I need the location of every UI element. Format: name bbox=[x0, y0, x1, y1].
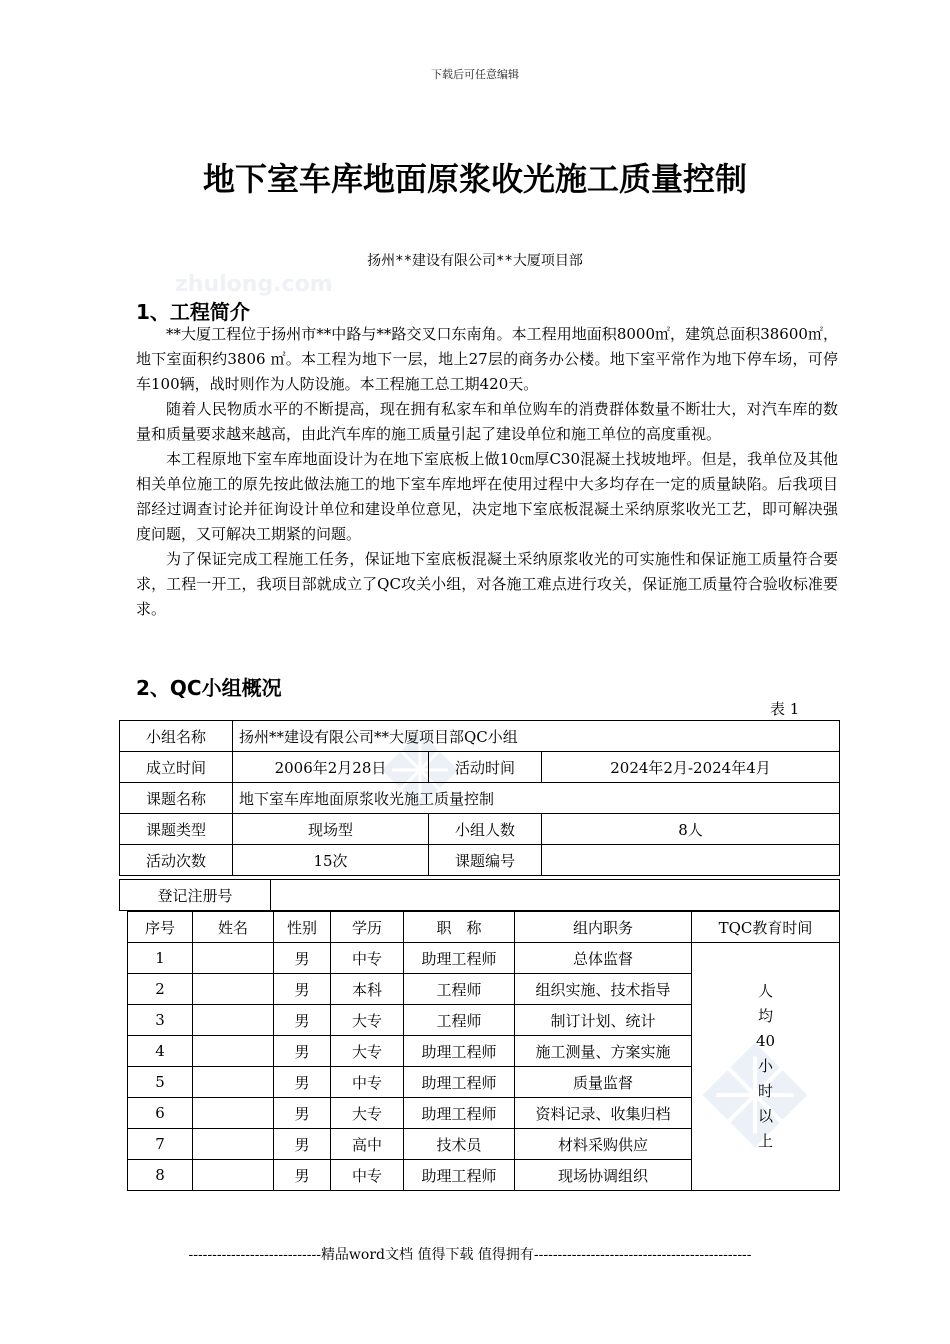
table-row bbox=[120, 814, 840, 845]
column-header: TQC教育时间 bbox=[692, 912, 840, 943]
tqc-char: 以 bbox=[757, 1107, 773, 1125]
table-row bbox=[120, 752, 840, 783]
column-header: 职 称 bbox=[404, 912, 515, 943]
table-cell: 男 bbox=[274, 1098, 331, 1129]
table-label-cell: 登记注册号 bbox=[120, 880, 271, 911]
member-table bbox=[127, 911, 840, 1191]
table-cell: 资料记录、收集归档 bbox=[515, 1098, 692, 1129]
section1-heading: 1、工程简介 bbox=[136, 300, 250, 324]
table-cell: 工程师 bbox=[404, 1005, 515, 1036]
watermark-text: zhulong.com bbox=[175, 272, 333, 297]
tqc-char: 40 bbox=[755, 1032, 776, 1050]
table-cell bbox=[193, 1129, 274, 1160]
table-label-cell: 成立时间 bbox=[120, 752, 233, 783]
table-cell: 制订计划、统计 bbox=[515, 1005, 692, 1036]
table-cell: 男 bbox=[274, 974, 331, 1005]
table-cell: 2006年2月28日 bbox=[233, 752, 429, 783]
tqc-char: 小 bbox=[757, 1057, 773, 1075]
table-label-cell: 课题类型 bbox=[120, 814, 233, 845]
table-row bbox=[120, 880, 840, 911]
table-header-row bbox=[128, 912, 840, 943]
table-cell: 本科 bbox=[331, 974, 404, 1005]
column-header: 姓名 bbox=[193, 912, 274, 943]
table-cell: 现场型 bbox=[233, 814, 429, 845]
table-cell bbox=[542, 845, 840, 876]
table-row bbox=[120, 845, 840, 876]
table-cell: 6 bbox=[128, 1098, 193, 1129]
page-title: 地下室车库地面原浆收光施工质量控制 bbox=[202, 160, 747, 198]
table-row bbox=[120, 783, 840, 814]
table-cell: 大专 bbox=[331, 1098, 404, 1129]
qc-group-info-table bbox=[119, 720, 840, 876]
table-cell: 中专 bbox=[331, 943, 404, 974]
table-label-cell: 活动次数 bbox=[120, 845, 233, 876]
table-cell: 助理工程师 bbox=[404, 943, 515, 974]
table-cell: 高中 bbox=[331, 1129, 404, 1160]
paragraph: 随着人民物质水平的不断提高，现在拥有私家车和单位购车的消费群体数量不断壮大，对汽车库的数量和质量要求越来越高，由此汽车库的施工质量引起了建设单位和施工单位的高度重视。 bbox=[136, 400, 838, 443]
table-label-cell: 小组人数 bbox=[429, 814, 542, 845]
section2-heading: 2、QC小组概况 bbox=[136, 676, 282, 700]
table-cell: 现场协调组织 bbox=[515, 1160, 692, 1191]
table-cell: 5 bbox=[128, 1067, 193, 1098]
table-cell: 材料采购供应 bbox=[515, 1129, 692, 1160]
table-cell: 扬州**建设有限公司**大厦项目部QC小组 bbox=[233, 721, 840, 752]
table-cell: 中专 bbox=[331, 1067, 404, 1098]
table-cell: 大专 bbox=[331, 1036, 404, 1067]
tqc-char: 时 bbox=[757, 1082, 773, 1100]
table-cell: 中专 bbox=[331, 1160, 404, 1191]
table-cell: 地下室车库地面原浆收光施工质量控制 bbox=[233, 783, 840, 814]
table-row bbox=[128, 943, 840, 974]
paragraph: 为了保证完成工程施工任务，保证地下室底板混凝土采纳原浆收光的可实施性和保证施工质量符合要求，工程一开工，我项目部就成立了QC攻关小组，对各施工难点进行攻关，保证施工质量符合验收标准要求。 bbox=[136, 550, 838, 618]
paragraph: **大厦工程位于扬州市**中路与**路交叉口东南角。本工程用地面积8000㎡，建筑总面积38600㎡，地下室面积约3806 ㎡。本工程为地下一层，地上27层的商务办公楼。地下室平常作为地下停车场，可停车100辆，战时则作为人防设施。本工程施工总工期420天。 bbox=[136, 325, 838, 393]
column-header: 组内职务 bbox=[515, 912, 692, 943]
table-cell: 男 bbox=[274, 1005, 331, 1036]
header-note: 下载后可任意编辑 bbox=[431, 68, 519, 81]
tqc-time-cell bbox=[692, 943, 840, 1191]
table-cell bbox=[193, 1036, 274, 1067]
table-cell: 总体监督 bbox=[515, 943, 692, 974]
footer: ----------------------------精品word文档 值得下载 值得拥有---------------------------------------------- bbox=[188, 1247, 752, 1263]
table-cell: 助理工程师 bbox=[404, 1036, 515, 1067]
table-cell: 助理工程师 bbox=[404, 1067, 515, 1098]
table-cell bbox=[193, 943, 274, 974]
table-cell: 3 bbox=[128, 1005, 193, 1036]
subtitle: 扬州**建设有限公司**大厦项目部 bbox=[367, 253, 583, 269]
table-cell: 助理工程师 bbox=[404, 1098, 515, 1129]
table-cell: 技术员 bbox=[404, 1129, 515, 1160]
table-label-cell: 课题编号 bbox=[429, 845, 542, 876]
table-cell: 助理工程师 bbox=[404, 1160, 515, 1191]
tqc-char: 人 bbox=[757, 982, 773, 1000]
table-cell: 7 bbox=[128, 1129, 193, 1160]
table-label-cell: 活动时间 bbox=[429, 752, 542, 783]
tqc-char: 上 bbox=[757, 1132, 773, 1150]
section1-body bbox=[136, 322, 838, 622]
table-cell bbox=[193, 1098, 274, 1129]
table-cell: 15次 bbox=[233, 845, 429, 876]
table-cell bbox=[193, 974, 274, 1005]
table-cell: 8人 bbox=[542, 814, 840, 845]
table-cell: 施工测量、方案实施 bbox=[515, 1036, 692, 1067]
table-label-cell: 课题名称 bbox=[120, 783, 233, 814]
table-row bbox=[120, 721, 840, 752]
table-cell bbox=[193, 1160, 274, 1191]
register-table bbox=[119, 879, 840, 911]
table-cell: 2 bbox=[128, 974, 193, 1005]
table-cell bbox=[193, 1067, 274, 1098]
paragraph: 本工程原地下室车库地面设计为在地下室底板上做10㎝厚C30混凝土找坡地坪。但是，我单位及其他相关单位施工的原先按此做法施工的地下室车库地坪在使用过程中大多均存在一定的质量缺陷。后我项目部经过调查讨论并征询设计单位和建设单位意见，决定地下室底板混凝土采纳原浆收光工艺，即可解决强度问题，又可解决工期紧的问题。 bbox=[136, 450, 838, 543]
table-cell: 2024年2月-2024年4月 bbox=[542, 752, 840, 783]
table-label: 表 1 bbox=[770, 700, 800, 718]
column-header: 学历 bbox=[331, 912, 404, 943]
table-cell: 男 bbox=[274, 1129, 331, 1160]
table-cell: 男 bbox=[274, 943, 331, 974]
table-cell: 1 bbox=[128, 943, 193, 974]
table-label-cell: 小组名称 bbox=[120, 721, 233, 752]
table-cell: 工程师 bbox=[404, 974, 515, 1005]
table-cell: 4 bbox=[128, 1036, 193, 1067]
tqc-char: 均 bbox=[757, 1007, 773, 1025]
table-cell: 大专 bbox=[331, 1005, 404, 1036]
table-cell: 男 bbox=[274, 1067, 331, 1098]
table-cell: 8 bbox=[128, 1160, 193, 1191]
table-cell bbox=[271, 880, 840, 911]
table-cell: 男 bbox=[274, 1160, 331, 1191]
table-cell: 质量监督 bbox=[515, 1067, 692, 1098]
column-header: 性别 bbox=[274, 912, 331, 943]
table-cell bbox=[193, 1005, 274, 1036]
table-cell: 组织实施、技术指导 bbox=[515, 974, 692, 1005]
table-cell: 男 bbox=[274, 1036, 331, 1067]
column-header: 序号 bbox=[128, 912, 193, 943]
